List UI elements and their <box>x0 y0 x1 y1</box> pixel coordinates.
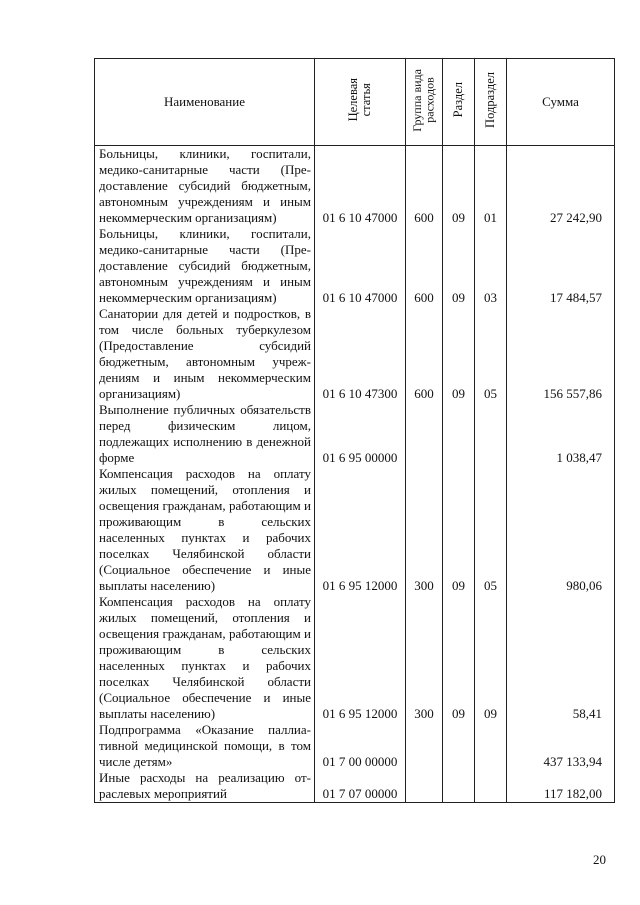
row-group: 600 <box>406 306 443 402</box>
row-group <box>406 722 443 770</box>
row-section: 09 <box>443 594 475 722</box>
row-section: 09 <box>443 466 475 594</box>
table-row <box>95 226 615 306</box>
row-sum: 58,41 <box>507 594 615 722</box>
row-name: Санатории для детей и подростков, в том числе больных туберкулезом (Предоставление субсидий бюджетным, автономным учреждениям и иным некоммерческим организациям) <box>95 306 315 402</box>
row-target: 01 6 95 00000 <box>315 402 406 466</box>
table-header-row <box>95 59 615 146</box>
row-target: 01 7 00 00000 <box>315 722 406 770</box>
row-section <box>443 722 475 770</box>
header-group: Группа вида расходов <box>410 68 437 132</box>
row-subsection: 01 <box>475 146 507 227</box>
row-sum: 17 484,57 <box>507 226 615 306</box>
row-target: 01 6 10 47000 <box>315 146 406 227</box>
header-subsection: Подраздел <box>482 72 497 128</box>
row-subsection: 09 <box>475 594 507 722</box>
budget-table <box>94 58 615 803</box>
row-section <box>443 402 475 466</box>
row-section: 09 <box>443 146 475 227</box>
row-target: 01 6 95 12000 <box>315 466 406 594</box>
row-target: 01 7 07 00000 <box>315 770 406 803</box>
row-name: Больницы, клиники, госпитали, медико-санитарные части (Предоставление субсидий бюджетным, автономным учреждениям и иным некоммерческим организациям) <box>95 146 315 227</box>
table-row <box>95 306 615 402</box>
row-name: Больницы, клиники, госпитали, медико-санитарные части (Предоставление субсидий бюджетным, автономным учреждениям и иным некоммерческим организациям) <box>95 226 315 306</box>
table-row <box>95 466 615 594</box>
header-name: Наименование <box>95 59 315 146</box>
table-row <box>95 402 615 466</box>
row-group: 600 <box>406 226 443 306</box>
row-target: 01 6 95 12000 <box>315 594 406 722</box>
row-target: 01 6 10 47000 <box>315 226 406 306</box>
table-row <box>95 770 615 803</box>
header-target: Целевая статья <box>345 78 373 122</box>
header-section: Раздел <box>450 82 465 118</box>
row-name: Компенсация расходов на оплату жилых помещений, отопления и освещения гражданам, работающим и проживающим в сельских населенных пунктах и рабочих поселках Челябинской области (Социальное обеспечение и иные выплаты населению) <box>95 594 315 722</box>
header-group-cell <box>406 59 443 146</box>
row-subsection: 05 <box>475 466 507 594</box>
page-number: 20 <box>593 852 606 867</box>
row-subsection <box>475 770 507 803</box>
header-target-cell <box>315 59 406 146</box>
row-subsection <box>475 402 507 466</box>
row-group <box>406 402 443 466</box>
row-section: 09 <box>443 306 475 402</box>
row-subsection: 03 <box>475 226 507 306</box>
row-name: Иные расходы на реализацию отраслевых мероприятий <box>95 770 315 803</box>
row-sum: 980,06 <box>507 466 615 594</box>
row-group: 300 <box>406 466 443 594</box>
row-section: 09 <box>443 226 475 306</box>
header-subsection-cell <box>475 59 507 146</box>
row-name: Подпрограмма «Оказание паллиативной медицинской помощи, в том числе детям» <box>95 722 315 770</box>
row-sum: 156 557,86 <box>507 306 615 402</box>
table-row <box>95 146 615 227</box>
row-sum: 27 242,90 <box>507 146 615 227</box>
row-section <box>443 770 475 803</box>
row-target: 01 6 10 47300 <box>315 306 406 402</box>
row-group: 600 <box>406 146 443 227</box>
row-sum: 1 038,47 <box>507 402 615 466</box>
row-sum: 437 133,94 <box>507 722 615 770</box>
header-sum: Сумма <box>507 59 615 146</box>
row-group: 300 <box>406 594 443 722</box>
header-section-cell <box>443 59 475 146</box>
row-subsection: 05 <box>475 306 507 402</box>
row-name: Компенсация расходов на оплату жилых помещений, отопления и освещения гражданам, работающим и проживающим в сельских населенных пунктах и рабочих поселках Челябинской области (Социальное обеспечение и иные выплаты населению) <box>95 466 315 594</box>
row-group <box>406 770 443 803</box>
row-name: Выполнение публичных обязательств перед физическим лицом, подлежащих исполнению в денежной форме <box>95 402 315 466</box>
budget-table-container <box>94 58 614 803</box>
table-row <box>95 594 615 722</box>
row-subsection <box>475 722 507 770</box>
row-sum: 117 182,00 <box>507 770 615 803</box>
table-row <box>95 722 615 770</box>
